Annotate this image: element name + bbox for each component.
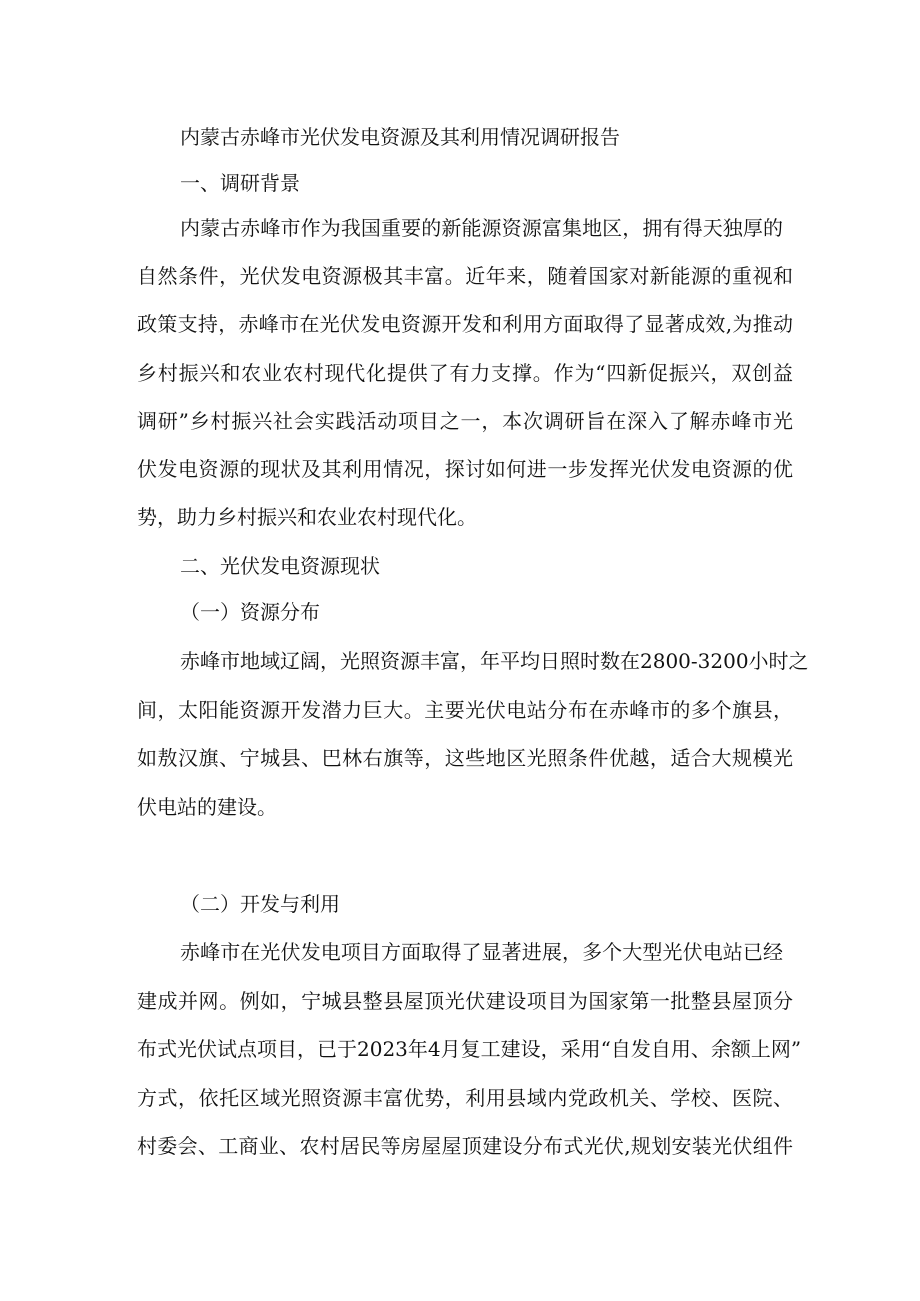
paragraph-line: 政策支持，赤峰市在光伏发电资源开发和利用方面取得了显著成效,为推动 [137,312,793,336]
section-heading-status: 二、光伏发电资源现状 [180,554,380,578]
paragraph-line: 内蒙古赤峰市作为我国重要的新能源资源富集地区，拥有得天独厚的 [180,216,783,240]
paragraph-line: 势，助力乡村振兴和农业农村现代化。 [137,505,477,529]
subsection-heading-development: （二）开发与利用 [180,892,340,916]
paragraph-line: 赤峰市在光伏发电项目方面取得了显著进展，多个大型光伏电站已经 [180,940,783,964]
paragraph-line: 调研”乡村振兴社会实践活动项目之一，本次调研旨在深入了解赤峰市光 [137,409,793,433]
paragraph-line: 如敖汉旗、宁城县、巴林右旗等，这些地区光照条件优越，适合大规模光 [137,746,793,770]
section-heading-background: 一、调研背景 [180,171,300,195]
paragraph-line: 自然条件，光伏发电资源极其丰富。近年来，随着国家对新能源的重视和 [137,264,793,288]
paragraph-line: 乡村振兴和农业农村现代化提供了有力支撑。作为“四新促振兴，双创益 [137,361,793,385]
paragraph-line: 建成并网。例如，宁城县整县屋顶光伏建设项目为国家第一批整县屋顶分 [137,989,793,1013]
paragraph-line: 伏电站的建设。 [137,795,277,819]
paragraph-line: 布式光伏试点项目，已于2023年4月复工建设，采用“自发自用、余额上网” [137,1037,802,1061]
report-title: 内蒙古赤峰市光伏发电资源及其利用情况调研报告 [180,125,620,149]
paragraph-line: 伏发电资源的现状及其利用情况，探讨如何进一步发挥光伏发电资源的优 [137,457,793,481]
paragraph-line: 方式，依托区域光照资源丰富优势，利用县域内党政机关、学校、医院、 [137,1086,793,1110]
paragraph-line: 赤峰市地域辽阔，光照资源丰富，年平均日照时数在2800-3200小时之 [180,649,809,673]
paragraph-line: 间，太阳能资源开发潜力巨大。主要光伏电站分布在赤峰市的多个旗县， [137,698,793,722]
subsection-heading-distribution: （一）资源分布 [180,600,320,624]
paragraph-line: 村委会、工商业、农村居民等房屋屋顶建设分布式光伏,规划安装光伏组件 [137,1134,793,1158]
